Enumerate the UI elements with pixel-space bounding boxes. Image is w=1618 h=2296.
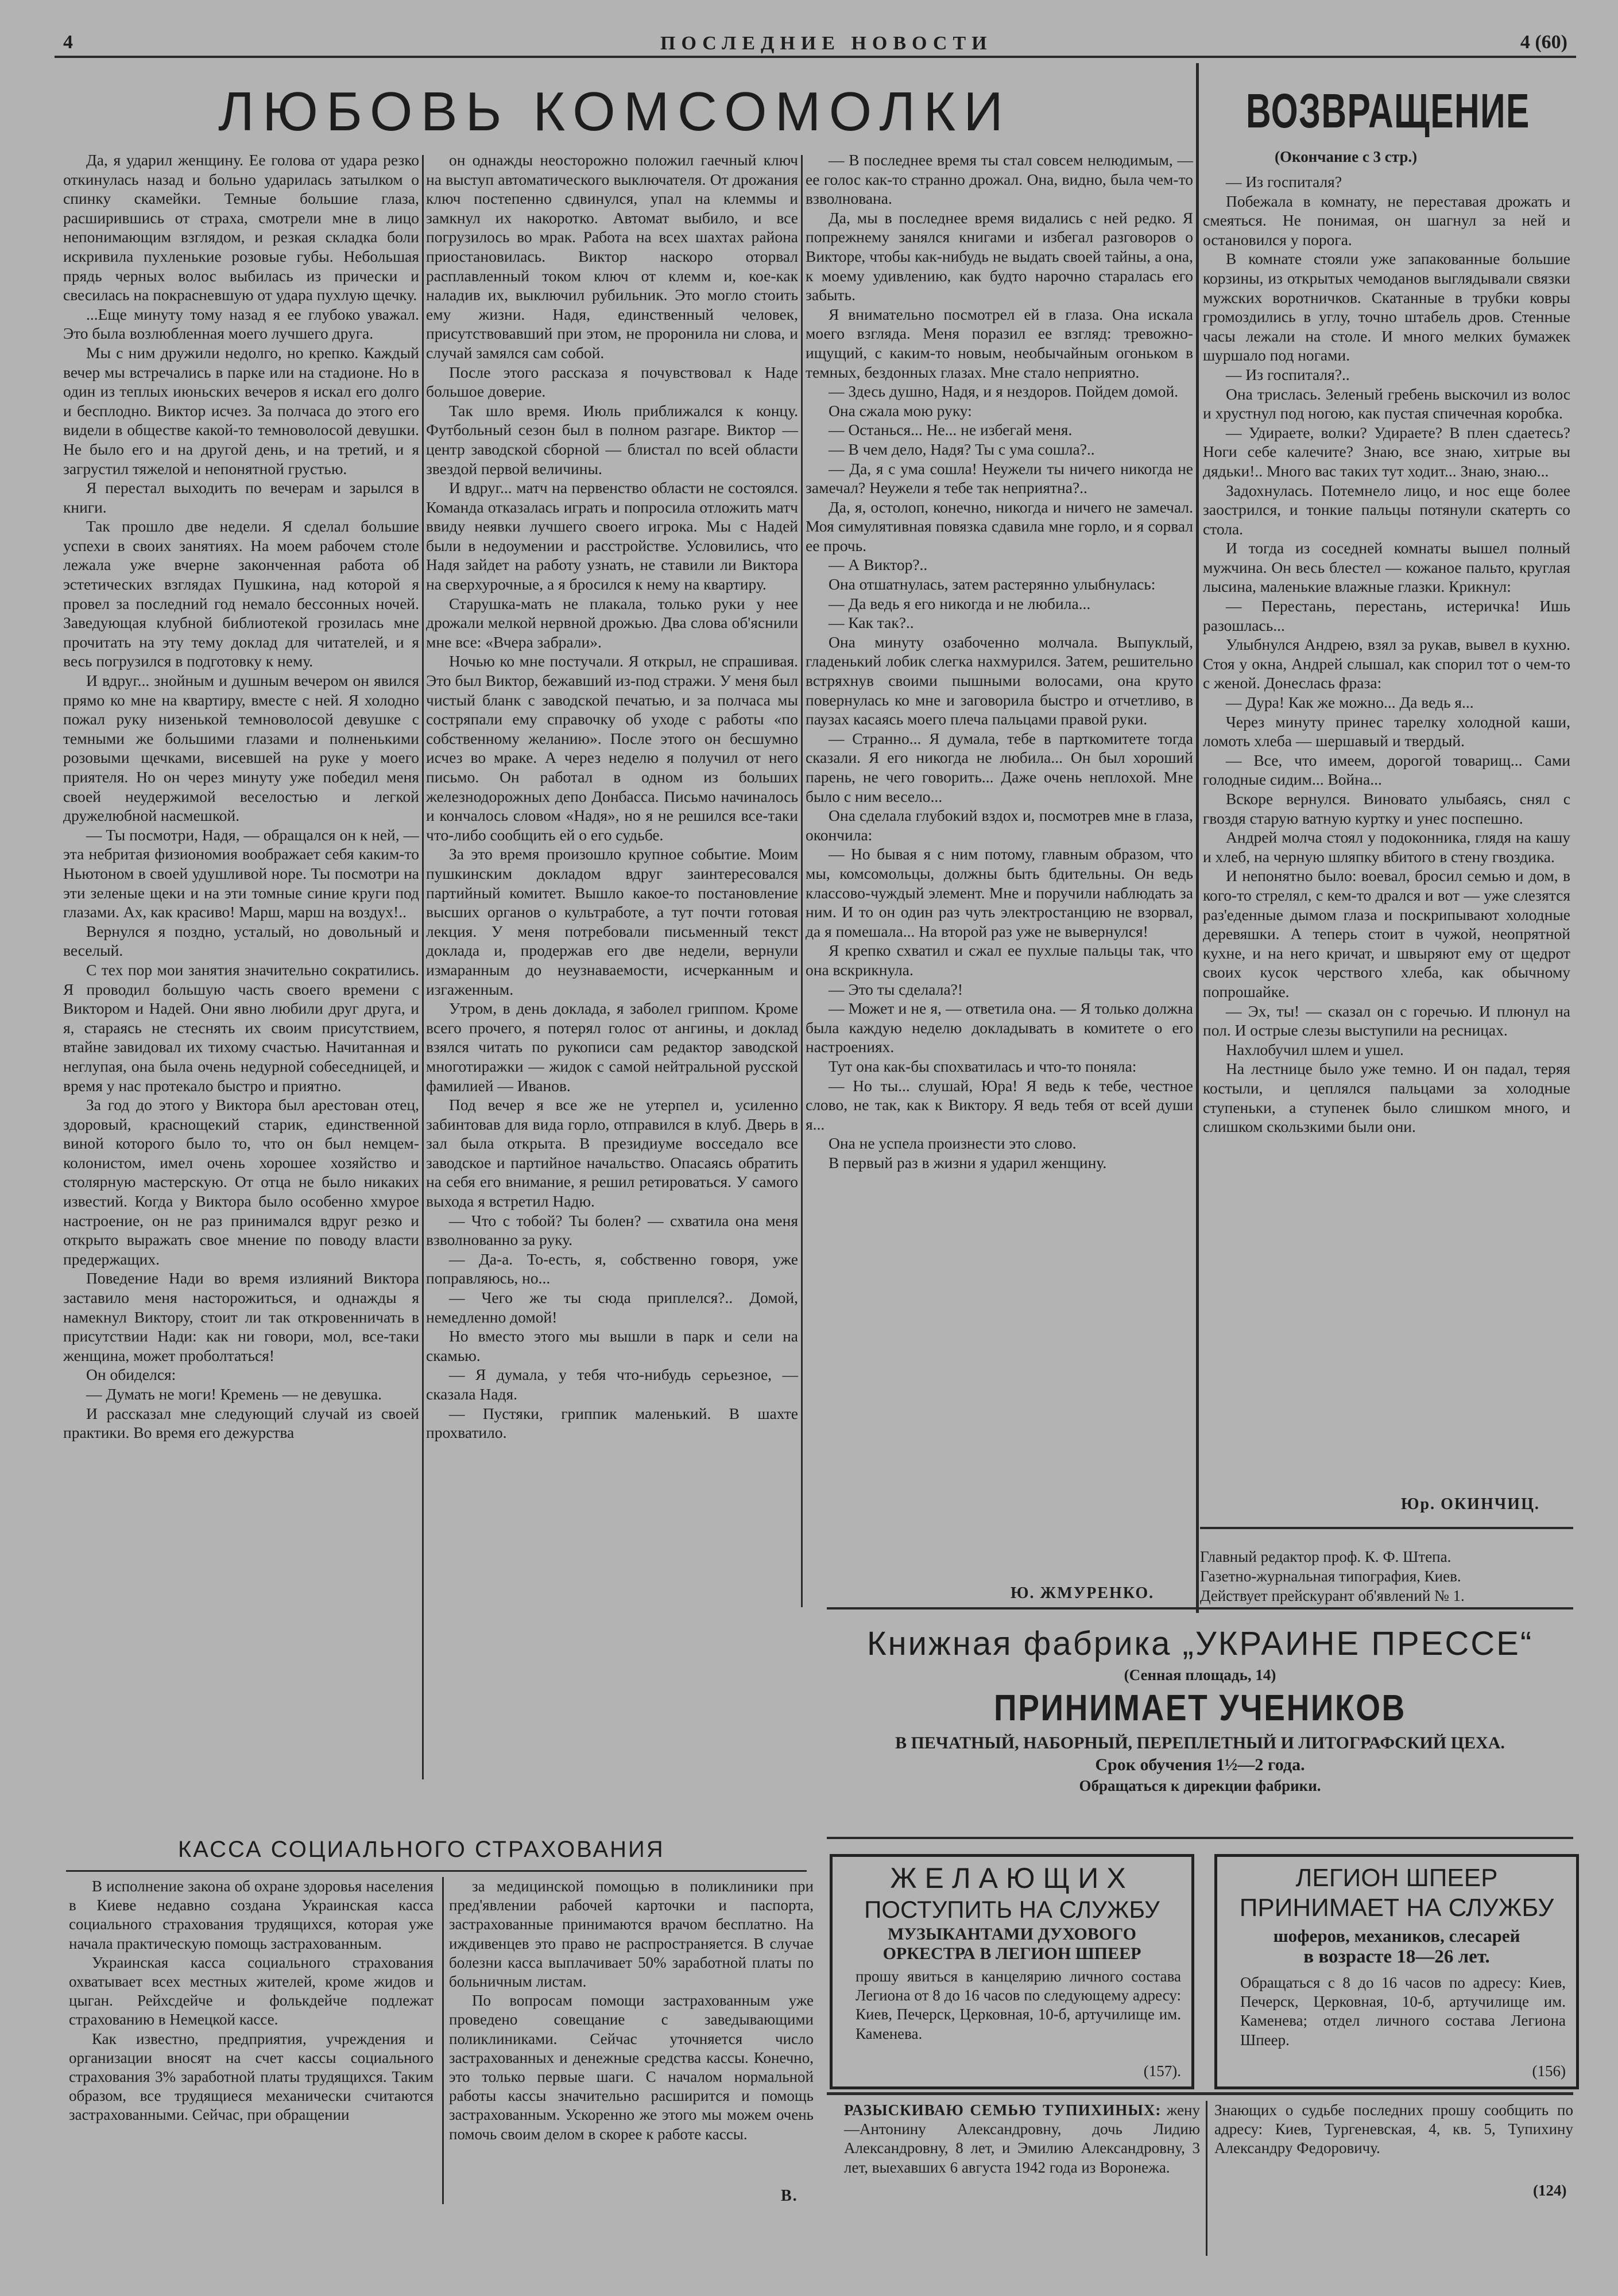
story1-paragraph: Поведение Нади во время излияний Виктора заставило меня насторожиться, и однажды я намекнул Виктору, стоит ли так откровенничать в присутствии Нади: как ни говори, мол, все-таки женщина, может проболтаться! <box>63 1269 419 1364</box>
story1-paragraph: — Да-а. То-есть, я, собственно говоря, уже поправляюсь, но... <box>426 1250 798 1287</box>
column-rule <box>422 155 424 1779</box>
story1-paragraph: Под вечер я все же не утерпел и, усиленно забинтовав для вида горло, отправился в клуб. Дверь в зал была открыта. В президиуме восседало все заводское и партийное начальство. Опасаясь обратить на себя его внимание, я решил ретироваться. У самого выхода я встретил Надю. <box>426 1096 798 1211</box>
story2-paragraph: Через минуту принес тарелку холодной каши, ломоть хлеба — шершавый и твердый. <box>1203 712 1570 750</box>
kassa-column-1 <box>69 1877 433 2204</box>
imprint-rule <box>1200 1527 1573 1529</box>
kassa-rule-v <box>442 1877 444 2204</box>
story1-paragraph: За это время произошло крупное событие. Моим пушкинским докладом вдруг заинтересовался партийный комитет. Вышло какое-то постановление высших органов о культработе, а тут почти готовая лекция. У меня потребовали письменный текст доклада и, продержав его две недели, вернули измаранным до неузнаваемости, исчерканным и изгаженным. <box>426 845 798 998</box>
story1-paragraph: В первый раз в жизни я ударил женщину. <box>829 1153 1107 1172</box>
paper-title: ПОСЛЕДНИЕ НОВОСТИ <box>660 33 993 54</box>
story1-paragraph: Да, мы в последнее время видались с ней редко. Я попрежнему занялся книгами и избегал разговоров о Викторе, чтобы как-нибудь не выдать своей тайны, а она, к моему удивлению, как будто нарочно старалась его забыть. <box>806 208 1193 304</box>
story2-paragraph: — Удираете, волки? Удираете? В плен сдаетесь? Ноги себе калечите? Знаю, все знаю, хитрые вы дядьки!.. Много вас таких тут ходит... Знаю, знаю... <box>1203 423 1570 480</box>
story2-column <box>1203 172 1570 1487</box>
imprint <box>1200 1547 1567 1605</box>
story1-signature: Ю. ЖМУРЕНКО. <box>1011 1584 1155 1602</box>
ad-rule <box>827 1837 1573 1839</box>
story1-paragraph: — Останься... Не... не избегай меня. <box>829 421 1073 439</box>
story1-column-1 <box>63 150 419 1781</box>
ad-rule <box>827 2092 1573 2095</box>
ad-orchestra-line2: ПОСТУПИТЬ НА СЛУЖБУ <box>864 1896 1160 1923</box>
story1-paragraph: Старушка-мать не плакала, только руки у нее дрожали мелкой нервной дрожью. Два слова об'яснили мне все: «Вчера забрали». <box>426 594 798 651</box>
ad-legion-line3: шоферов, механиков, слесарей <box>1273 1926 1520 1946</box>
story1-paragraph: Она не успела произнести это слово. <box>829 1134 1077 1153</box>
story2-paragraph: — Эх, ты! — сказал он с горечью. И плюнул на пол. И острые слезы выступили на ресницах. <box>1203 1002 1570 1040</box>
story2-paragraph: Улыбнулся Андрею, взял за рукав, вывел в кухню. Стоя у окна, Андрей слышал, как спорил тот о чем-то с женой. Донеслась фраза: <box>1203 635 1570 692</box>
story1-paragraph: Он обиделся: <box>86 1366 176 1384</box>
story1-title: ЛЮБОВЬ КОМСОМОЛКИ <box>218 81 1012 142</box>
story1-paragraph: Да, я ударил женщину. Ее голова от удара резко откинулась назад и больно ударилась затылком о спинку скамейки. Темные большие глаза, расширившись от страха, смотрели мне в лицо непонимающим взглядом, и резкая складка боли искривила пухленькие розовые губы. Небольшая прядь черных волос выбилась из прически и свесилась на покрасневшую от удара пухлую щечку. <box>63 151 419 304</box>
story1-paragraph: — Здесь душно, Надя, и я нездоров. Пойдем домой. <box>829 382 1179 401</box>
story1-paragraph: Я перестал выходить по вечерам и зарылся в книги. <box>63 479 419 516</box>
story1-paragraph: — В чем дело, Надя? Ты с ума сошла?.. <box>829 440 1095 458</box>
ad-factory <box>827 1624 1573 1795</box>
story1-paragraph: И вдруг... матч на первенство области не состоялся. Команда отказалась играть и попросила отложить матч ввиду неявки лучшего своего игрока. Мы с Надей были в недоумении и расстройстве. Условились, что Надя зайдет на работу узнать, не ставили ли Виктора на сверхурочные, а я бросился к нему на квартиру. <box>426 479 798 594</box>
story1-paragraph: Так прошло две недели. Я сделал большие успехи в своих занятиях. На моем рабочем столе лежала уже вчерне законченная работа об эстетических взглядах Пушкина, над которой я провел за последний год немало бессонных ночей. Заведующая клубной библиотекой грозилась мне прочитать на эту тему доклад для читателей, и я весь погрузился в подготовку к нему. <box>63 517 419 670</box>
story1-paragraph: — Странно... Я думала, тебе в парткомитете тогда сказали. Я его никогда не любила... Он был хороший парень, не чего говорить... Даже очень неплохой. Мне было с ним весело... <box>806 729 1193 805</box>
ad-factory-headline: ПРИНИМАЕТ УЧЕНИКОВ <box>994 1687 1406 1728</box>
ad-search-rule <box>1206 2101 1207 2256</box>
story2-paragraph: — Перестань, перестань, истеричка! Ишь разошлась... <box>1203 597 1570 634</box>
ad-factory-address: (Сенная площадь, 14) <box>1124 1666 1276 1684</box>
kassa-signature: В. <box>781 2187 798 2205</box>
ad-legion-body: Обращаться с 8 до 16 часов по адресу: Киев, Печерск, Церковная, 10-б, артучилище им. Каменева; отдел личного состава Легиона Шпеер. <box>1240 1974 1566 2049</box>
story1-paragraph: — Пустяки, гриппик маленький. В шахте прохватило. <box>426 1404 798 1442</box>
story1-paragraph: Но вместо этого мы вышли в парк и сели на скамью. <box>426 1327 798 1364</box>
story1-paragraph: — Но ты... слушай, Юра! Я ведь к тебе, честное слово, не так, как к Виктору. Я ведь тебя от всей души я... <box>806 1076 1193 1133</box>
story1-paragraph: — Да ведь я его никогда и не любила... <box>829 594 1091 612</box>
story1-paragraph: Она сжала мою руку: <box>829 401 972 420</box>
story1-paragraph: И рассказал мне следующий случай из своей практики. Во время его дежурства <box>63 1404 419 1442</box>
story1-paragraph: — Что с тобой? Ты болен? — схватила она меня взволнованно за руку. <box>426 1211 798 1249</box>
kassa-rule <box>66 1870 807 1872</box>
ad-search-col1 <box>844 2101 1200 2177</box>
story2-paragraph: — Дура! Как же можно... Да ведь я... <box>1226 693 1474 712</box>
kassa-paragraph: за медицинской помощью в поликлиники при пред'явлении рабочей карточки и паспорта, застрахованные принимаются врачом бесплатно. На иждивенцев это право не распространяется. В случае болезни касса выплачивает 50% заработной платы по больничным листам. <box>449 1878 814 1991</box>
ad-search-lead: РАЗЫСКИВАЮ СЕМЬЮ ТУПИХИНЫХ: <box>844 2101 1162 2119</box>
story1-paragraph: Вернулся я поздно, усталый, но довольный и веселый. <box>63 922 419 960</box>
story1-paragraph: Мы с ним дружили недолго, но крепко. Каждый вечер мы встречались в парке или на стадионе. Но в один из теплых июньских вечеров я искал его долго и бесплодно. Виктор исчез. За полчаса до этого его видели в обществе какой-то темноволосой девушки. Не было его и на другой день, и на третий, и я загрустил тяжелой и непонятной грустью. <box>63 343 419 478</box>
story1-column-2 <box>426 150 798 1781</box>
story1-paragraph: — Может и не я, — ответила она. — Я только должна была каждую неделю докладывать в комитете о его настроениях. <box>806 999 1193 1056</box>
ad-legion-line2: ПРИНИМАЕТ НА СЛУЖБУ <box>1239 1894 1554 1922</box>
story2-paragraph: Задохнулась. Потемнело лицо, и нос еще более заострился, и тонкие пальцы потянули скатерть со стола. <box>1203 481 1570 538</box>
story1-paragraph: Я внимательно посмотрел ей в глаза. Она искала моего взгляда. Меня поразил ее взгляд: тревожно-ищущий, с каким-то новым, необычайным огоньком в темных, бездонных глазах. Мне стало неприятно. <box>806 305 1193 381</box>
ad-orchestra-line1: ЖЕЛАЮЩИХ <box>890 1862 1134 1894</box>
story2-paragraph: Вскоре вернулся. Виновато улыбаясь, снял с гвоздя старую ватную куртку и унес поспешно. <box>1203 790 1570 827</box>
ad-legion-line4: в возрасте 18—26 лет. <box>1303 1946 1490 1967</box>
story1-paragraph: — В последнее время ты стал совсем нелюдимым, — ее голос как-то странно дрожал. Она, видно, была чем-то взволнована. <box>806 151 1193 208</box>
story1-paragraph: — Я думала, у тебя что-нибудь серьезное, — сказала Надя. <box>426 1366 798 1403</box>
ad-factory-name: Книжная фабрика „УКРАИНЕ ПРЕССЕ“ <box>866 1625 1534 1662</box>
story1-paragraph: Да, я, остолоп, конечно, никогда и ничего не замечал. Моя симулятивная повязка сдавила мне горло, и я сорвал ее прочь. <box>806 498 1193 554</box>
ad-search-text1: жену—Антонину Александровну, дочь Лидию Александровну, 8 лет, и Эмилию Александровну, 3 лет, выехавших 6 августа 1942 года из Воронежа. <box>844 2101 1200 2176</box>
story1-paragraph: — Как так?.. <box>829 614 914 632</box>
ad-rule <box>827 1607 1573 1609</box>
ad-orchestra-box <box>830 1854 1194 2089</box>
story2-paragraph: — Все, что имеем, дорогой товарищ... Сами голодные сидим... Война... <box>1203 751 1570 789</box>
story1-paragraph: ...Еще минуту тому назад я ее глубоко уважал. Это была возлюбленная моего лучшего друга. <box>63 305 419 343</box>
page-number: 4 <box>63 32 73 53</box>
ad-orchestra-line4: ОРКЕСТРА В ЛЕГИОН ШПЕЕР <box>882 1944 1141 1963</box>
imprint-line: Действует прейскурант об'явлений № 1. <box>1200 1587 1465 1604</box>
story1-paragraph: — Но бывая я с ним потому, главным образом, что мы, комсомольцы, должны быть бдительны. Он ведь классово-чуждый элемент. Мне и поручили наблюдать за ним. И то он один раз чуть электростанцию не взорвал, да я помешала... На второй раз уже не вывернулся! <box>806 845 1193 940</box>
story1-paragraph: За год до этого у Виктора был арестован отец, здоровый, краснощекий старик, единственной виной которого было то, что он был немцем-колонистом, имел очень хорошее хозяйство и столярную мастерскую. От отца не было никаких известий. Когда у Виктора было особенно хмурое настроение, он не раз принимался вдруг резко и открыто выражать свое мнение по поводу власти предержащих. <box>63 1096 419 1268</box>
kassa-column-2 <box>449 1877 814 2198</box>
story2-paragraph: Она трислась. Зеленый гребень выскочил из волос и хрустнул под ногою, как пустая спичечная коробка. <box>1203 385 1570 422</box>
ad-factory-contact: Обращаться к дирекции фабрики. <box>1079 1777 1321 1794</box>
kassa-title: КАССА СОЦИАЛЬНОГО СТРАХОВАНИЯ <box>178 1837 665 1862</box>
ad-search-text2: Знающих о судьбе последних прошу сообщить по адресу: Киев, Тургеневская, 4, кв. 5, Тупихину Александру Федоровичу. <box>1214 2101 1573 2157</box>
story1-paragraph: — А Виктор?.. <box>829 556 928 574</box>
story1-paragraph: — Думать не моги! Кремень — не девушка. <box>86 1385 382 1403</box>
kassa-paragraph: Украинская касса социального страхования охватывает всех местных жителей, кроме жидов и цыган. Рейхсдейче и фолькдейче подлежат страхованию в Немецкой кассе. <box>69 1953 433 2029</box>
story1-paragraph: Она минуту озабоченно молчала. Выпуклый, гладенький лобик слегка нахмурился. Затем, решительно встряхнув своими пышными волосами, она круто повернулась ко мне и заговорила быстро и отчетливо, в паузах касаясь моего плеча пальцами правой руки. <box>806 633 1193 728</box>
running-head <box>52 32 1579 55</box>
imprint-line: Главный редактор проф. К. Ф. Штепа. <box>1200 1548 1451 1565</box>
story1-paragraph: Так шло время. Июль приближался к концу. Футбольный сезон был в полном разгаре. Виктор — центр заводской сборной — блистал по всей области звездой первой величины. <box>426 401 798 478</box>
story1-paragraph: Я крепко схватил и сжал ее пухлые пальцы так, что она вскрикнула. <box>806 941 1193 979</box>
story2-paragraph: В комнате стояли уже запакованные большие корзины, из открытых чемоданов выглядывали связки мужских воротничков. Скатанные в трубки ковры громоздились в углу, точно штабель дров. Стенные часы лежали на столе. И много мелких бумажек шуршало под ногами. <box>1203 250 1570 364</box>
top-rule <box>55 56 1576 58</box>
story1-paragraph: И вдруг... знойным и душным вечером он явился прямо ко мне на квартиру, вместе с ней. Я холодно пожал руку низенькой темноволосой девушке с темными же большими глазами и полненькими розовыми щечками, висевшей на руке у моего приятеля. Но он через минуту уже победил меня своей неудержимой веселостью и легкой дружелюбной насмешкой. <box>63 672 419 825</box>
ad-factory-departments: В ПЕЧАТНЫЙ, НАБОРНЫЙ, ПЕРЕПЛЕТНЫЙ И ЛИТОГРАФСКИЙ ЦЕХА. <box>895 1733 1505 1752</box>
ad-search-col2 <box>1214 2101 1573 2158</box>
column-rule <box>1196 63 1199 1613</box>
kassa-paragraph: В исполнение закона об охране здоровья населения в Киеве недавно создана Украинская касса социального страхования трудящихся, которая уже начала практическую помощь застрахованным. <box>69 1878 433 1952</box>
imprint-line: Газетно-журнальная типография, Киев. <box>1200 1568 1461 1585</box>
story1-paragraph: Ночью ко мне постучали. Я открыл, не спрашивая. Это был Виктор, бежавший из-под стражи. У меня был чистый бланк с заводской печатью, и за полчаса мы состряпали ему справочку об уходе с работы «по собственному желанию». После этого он бесшумно исчез во мраке. А через неделю я получил от него письмо. Он работал в одном из больших железнодорожных депо Донбасса. Письмо начиналось и кончалось словом «Надя», но я не решился все-таки что-либо сообщить ей о его судьбе. <box>426 652 798 844</box>
story1-paragraph: — Это ты сделала?! <box>829 980 963 998</box>
ad-legion-num: (156) <box>1532 2062 1566 2080</box>
issue-number: 4 (60) <box>1520 32 1567 53</box>
story1-paragraph: он однажды неосторожно положил гаечный ключ на выступ автоматического выключателя. От дрожания ключ постепенно сдвинулся, упал на клеммы и замкнул их накоротко. Автомат выбило, и все погрузилось во мрак. Работа на всех шахтах района приостановилась. Виктор наскоро оторвал расплавленный током ключ от клемм и, кое-как наладив их, выключил рубильник. Это могло стоить ему жизни. Надя, единственный человек, присутствовавший при этом, не проронила ни слова, и случай замялся сам собой. <box>426 151 798 362</box>
ad-orchestra-num: (157). <box>1143 2062 1181 2080</box>
story2-paragraph: И тогда из соседней комнаты вышел полный мужчина. Он весь блестел — кожаное пальто, круглая лысина, маленькие влажные глазки. Крикнул: <box>1203 539 1570 596</box>
ad-orchestra-line3: МУЗЫКАНТАМИ ДУХОВОГО <box>888 1925 1136 1944</box>
story1-paragraph: Она отшатнулась, затем растерянно улыбнулась: <box>829 575 1156 594</box>
ad-legion-line1: ЛЕГИОН ШПЕЕР <box>1295 1864 1498 1892</box>
ad-search-num: (124) <box>1533 2182 1567 2199</box>
story2-paragraph: Нахлобучил шлем и ушел. <box>1226 1040 1404 1058</box>
story2-paragraph: — Из госпиталя?.. <box>1226 365 1350 383</box>
story2-paragraph: Побежала в комнату, не переставая дрожать и смеяться. Не понимая, он шагнул за ней и остановился у порога. <box>1203 192 1570 249</box>
story1-paragraph: После этого рассказа я почувствовал к Наде большое доверие. <box>426 363 798 401</box>
story2-paragraph: Андрей молча стоял у подоконника, глядя на кашу и хлеб, на черную шляпку вбитого в стену гвоздика. <box>1203 828 1570 866</box>
story1-column-3 <box>806 150 1193 1580</box>
story1-paragraph: Она сделала глубокий вздох и, посмотрев мне в глаза, окончила: <box>806 806 1193 844</box>
story1-paragraph: С тех пор мои занятия значительно сократились. Я проводил большую часть своего времени с Виктором и Надей. Они явно любили друг друга, и я, стараясь не стеснять их своим присутствием, втайне завидовал их тихому счастью. Начитанная и неглупая, она была очень недурной собеседницей, и время у нас протекало быстро и приятно. <box>63 960 419 1095</box>
story1-paragraph: — Да, я с ума сошла! Неужели ты ничего никогда не замечал? Неужели я тебе так неприятна?.. <box>806 459 1193 497</box>
story2-continued: (Окончание с 3 стр.) <box>1275 148 1418 165</box>
story1-paragraph: — Ты посмотри, Надя, — обращался он к ней, — эта небритая физиономия воображает себя каким-то Ньютоном в своей удушливой норе. Ты посмотри на эти зеленые щеки и на эти томные синие круги под глазами. Ах, как красиво! Марш, марш на воздух!.. <box>63 825 419 921</box>
story1-paragraph: Утром, в день доклада, я заболел гриппом. Кроме всего прочего, я потерял голос от ангины, и доклад взялся читать по рукописи сам редактор заводской многотиражки — жидок с самой нейтральной русской фамилией — Иванов. <box>426 999 798 1095</box>
ad-factory-term: Срок обучения 1½—2 года. <box>1095 1755 1305 1774</box>
story2-paragraph: — Из госпиталя? <box>1226 173 1342 191</box>
story1-paragraph: Тут она как-бы спохватилась и что-то поняла: <box>829 1057 1137 1075</box>
ad-legion-box <box>1214 1854 1579 2089</box>
ad-orchestra-body: прошу явиться в канцелярию личного состава Легиона от 8 до 16 часов по следующему адресу: Киев, Печерск, Церковная, 10-б, артучилище им. Каменева. <box>856 1968 1181 2042</box>
story2-title: ВОЗВРАЩЕНИЕ <box>1246 84 1530 138</box>
story2-signature: Юр. ОКИНЧИЦ. <box>1401 1495 1540 1513</box>
kassa-paragraph: Как известно, предприятия, учреждения и организации вносят на счет кассы социального страхования 3% заработной платы трудящихся. Таким образом, все трудящиеся механически считаются застрахованными. Сейчас, при обращении <box>69 2030 433 2124</box>
kassa-paragraph: По вопросам помощи застрахованным уже проведено совещание с заведывающими поликлиниками. Сейчас уточняется число застрахованных и денежные средства кассы. Конечно, это только первые шаги. С началом нормальной работы кассы значительно расширится и помощь застрахованным. Ускоренно же этого мы можем очень помочь своим делом в скорее к работе кассы. <box>449 1992 814 2143</box>
story2-paragraph: И непонятно было: воевал, бросил семью и дом, в кого-то стрелял, с кем-то дрался и вот — уже слезятся раз'еденные дымом глаза и поскрипывают холодные деревяшки. А теперь стоит в чужой, неопрятной кухне, и на него кричат, и швыряют ему от щедрот своих кусок черствого хлеба, как обычному попрошайке. <box>1203 867 1570 1000</box>
column-rule <box>801 155 803 1607</box>
story2-paragraph: На лестнице было уже темно. И он падал, теряя костыли, и цеплялся пальцами за холодные ступеньки, а ступенек было слишком много, и слишком скользкими были они. <box>1203 1060 1570 1136</box>
story1-paragraph: — Чего же ты сюда приплелся?.. Домой, немедленно домой! <box>426 1289 798 1326</box>
